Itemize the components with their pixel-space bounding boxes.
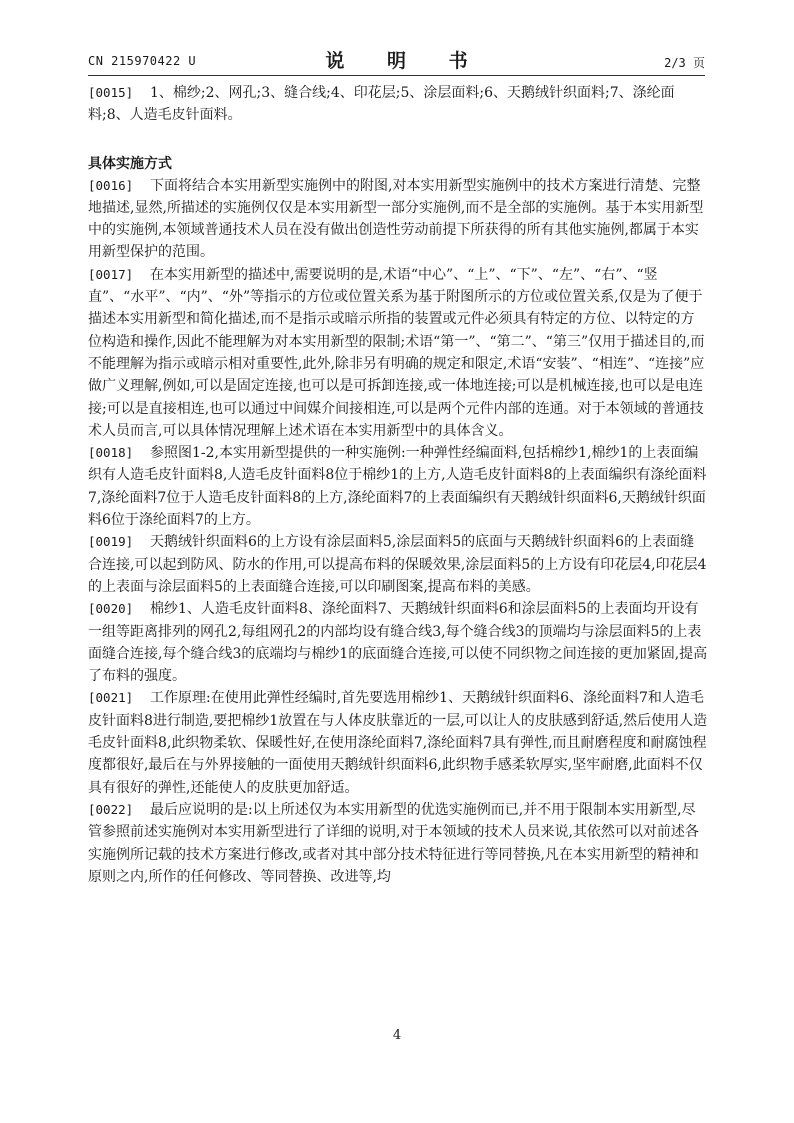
paragraph-number: [0016]: [88, 177, 134, 193]
paragraph-text: 工作原理:在使用此弹性经编时,首先要选用棉纱1、天鹅绒针织面料6、涤纶面料7和人造毛皮针面料8进行制造,要把棉纱1放置在与人体皮肤靠近的一层,可以让人的皮肤感到舒适,然后使用人造毛皮针面料8,此织物柔软、保暖性好,在使用涤纶面料7,涤纶面料7具有弹性,而且耐磨程度和耐腐蚀程度都很好,最后在与外界接触的一面使用天鹅绒针织面料6,此织物手感柔软厚实,坚牢耐磨,此面料不仅具有很好的弹性,还能使人的皮肤更加舒适。: [88, 690, 708, 796]
paragraph-number: [0020]: [88, 601, 134, 617]
paragraph-number: [0017]: [88, 266, 134, 282]
section-title: 具体实施方式: [88, 155, 172, 172]
document-body: [88, 82, 708, 888]
paragraph-text: 在本实用新型的描述中,需要说明的是,术语“中心”、“上”、“下”、“左”、“右”、“竖直”、“水平”、“内”、“外”等指示的方位或位置关系为基于附图所示的方位或位置关系,仅是为了便于描述本实用新型和简化描述,而不是指示或暗示所指的装置或元件必须具有特定的方位、以特定的方位构造和操作,因此不能理解为对本实用新型的限制;术语“第一”、“第二”、“第三”仅用于描述目的,而不能理解为指示或暗示相对重要性,此外,除非另有明确的规定和限定,术语“安装”、“相连”、“连接”应做广义理解,例如,可以是固定连接,也可以是可拆卸连接,或一体地连接;可以是机械连接,也可以是电连接;可以是直接相连,也可以通过中间媒介间接相连,可以是两个元件内部的连通。对于本领域的普通技术人员而言,可以具体情况理解上述术语在本实用新型中的具体含义。: [88, 266, 705, 439]
paragraph-0015: [88, 82, 708, 127]
paragraph-number: [0018]: [88, 445, 134, 461]
document-title: 说 明 书: [325, 50, 486, 72]
document-number: CN 215970422 U: [88, 54, 197, 68]
paragraph-0019: [88, 531, 708, 598]
paragraph-0021: [88, 687, 708, 798]
paragraph-text: 下面将结合本实用新型实施例中的附图,对本实用新型实施例中的技术方案进行清楚、完整地描述,显然,所描述的实施例仅仅是本实用新型一部分实施例,而不是全部的实施例。基于本实用新型中的实施例,本领域普通技术人员在没有做出创造性劳动前提下所获得的所有其他实施例,都属于本实用新型保护的范围。: [88, 177, 704, 261]
paragraph-number: [0015]: [88, 85, 134, 100]
paragraph-0017: [88, 264, 708, 442]
page-number: 4: [392, 1028, 402, 1043]
header-rule: [88, 75, 705, 76]
paragraph-text: 天鹅绒针织面料6的上方设有涂层面料5,涂层面料5的底面与天鹅绒针织面料6的上表面缝合连接,可以起到防风、防水的作用,可以提高布料的保暖效果,涂层面料5的上方设有印花层4,印花层4的上表面与涂层面料5的上表面缝合连接,可以印刷图案,提高布料的美感。: [88, 534, 707, 595]
paragraph-0020: [88, 598, 708, 687]
page-header: [88, 44, 705, 74]
paragraph-text: 1、棉纱;2、网孔;3、缝合线;4、印花层;5、涂层面料;6、天鹅绒针织面料;7、涤纶面料;8、人造毛皮针面料。: [88, 85, 675, 124]
paragraph-number: [0019]: [88, 534, 134, 550]
paragraph-text: 最后应说明的是:以上所述仅为本实用新型的优选实施例而已,并不用于限制本实用新型,尽管参照前述实施例对本实用新型进行了详细的说明,对于本领域的技术人员来说,其依然可以对前述各实施例所记载的技术方案进行修改,或者对其中部分技术特征进行等同替换,凡在本实用新型的精神和原则之内,所作的任何修改、等同替换、改进等,均: [88, 801, 699, 885]
paragraph-text: 参照图1-2,本实用新型提供的一种实施例:一种弹性经编面料,包括棉纱1,棉纱1的上表面编织有人造毛皮针面料8,人造毛皮针面料8位于棉纱1的上方,人造毛皮针面料8的上表面编织有涤纶面料7,涤纶面料7位于人造毛皮针面料8的上方,涤纶面料7的上表面编织有天鹅绒针织面料6,天鹅绒针织面料6位于涤纶面料7的上方。: [88, 445, 707, 529]
paragraph-number: [0022]: [88, 801, 134, 817]
paragraph-text: 棉纱1、人造毛皮针面料8、涤纶面料7、天鹅绒针织面料6和涂层面料5的上表面均开设有一组等距离排列的网孔2,每组网孔2的内部均设有缝合线3,每个缝合线3的顶端均与涂层面料5的上表面缝合连接,每个缝合线3的底端均与棉纱1的底面缝合连接,可以使不同织物之间连接的更加紧固,提高了布料的强度。: [88, 601, 708, 685]
paragraph-0022: [88, 799, 708, 888]
paragraph-0018: [88, 442, 708, 531]
page-info: 2/3 页: [664, 56, 705, 70]
paragraph-0016: [88, 175, 708, 264]
paragraph-number: [0021]: [88, 690, 134, 706]
